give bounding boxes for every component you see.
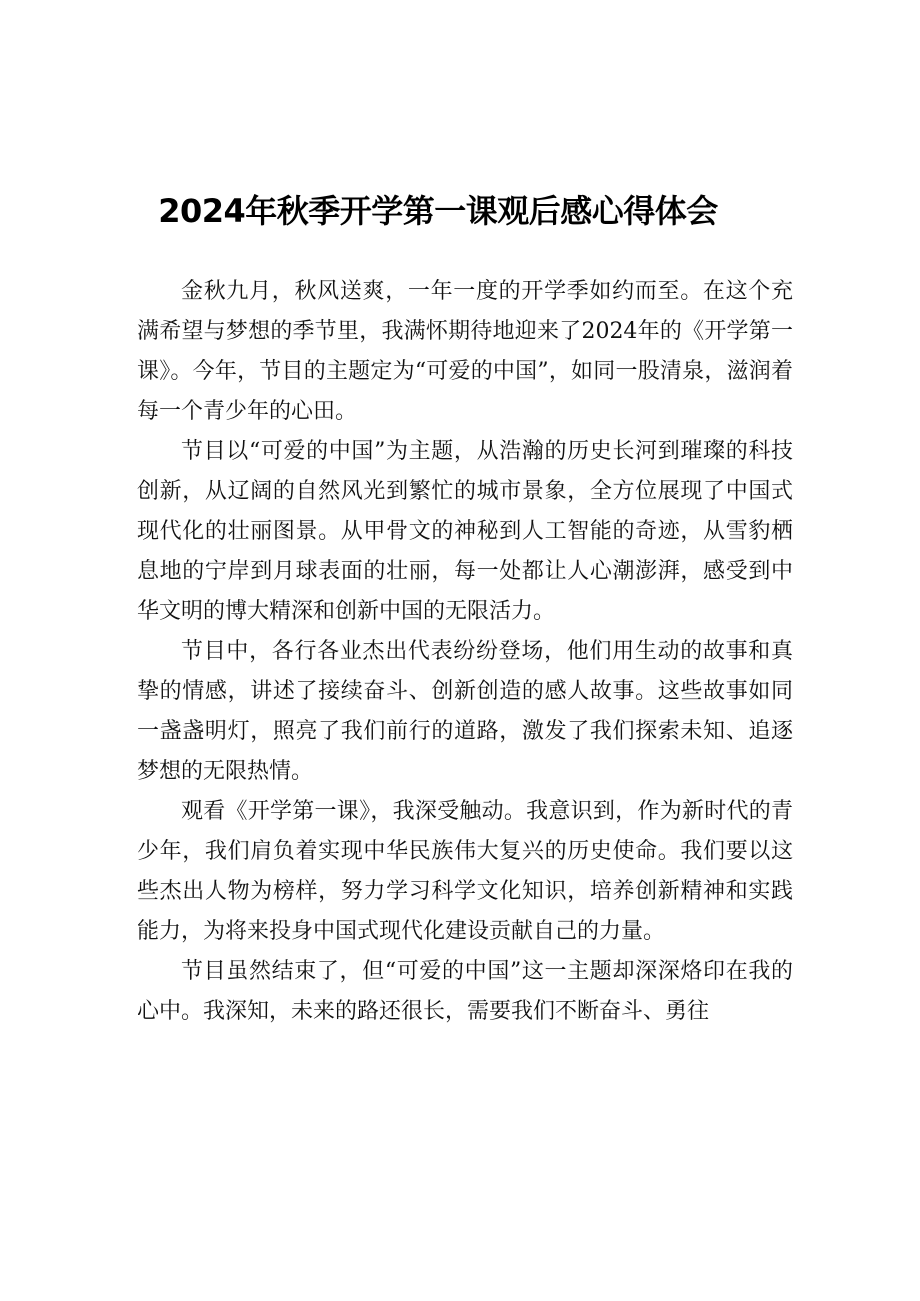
document-title: 2024年秋季开学第一课观后感心得体会 — [158, 192, 718, 231]
paragraph-1: 金秋九月，秋风送爽，一年一度的开学季如约而至。在这个充满希望与梦想的季节里，我满怀期待地迎来了2024年的《开学第一课》。今年，节目的主题定为“可爱的中国”，如同一股清泉，滋润着每一个青少年的心田。 — [137, 279, 793, 424]
document-body — [137, 272, 793, 1032]
paragraph-2: 节目以“可爱的中国”为主题，从浩瀚的历史长河到璀璨的科技创新，从辽阔的自然风光到繁忙的城市景象，全方位展现了中国式现代化的壮丽图景。从甲骨文的神秘到人工智能的奇迹，从雪豹栖息地的宁岸到月球表面的壮丽，每一处都让人心潮澎湃，感受到中华文明的博大精深和创新中国的无限活力。 — [137, 439, 793, 624]
paragraph-5: 节目虽然结束了，但“可爱的中国”这一主题却深深烙印在我的心中。我深知，未来的路还很长，需要我们不断奋斗、勇往 — [137, 959, 793, 1024]
paragraph-3: 节目中，各行各业杰出代表纷纷登场，他们用生动的故事和真挚的情感，讲述了接续奋斗、创新创造的感人故事。这些故事如同一盏盏明灯，照亮了我们前行的道路，激发了我们探索未知、追逐梦想的无限热情。 — [137, 639, 793, 784]
paragraph-4: 观看《开学第一课》，我深受触动。我意识到，作为新时代的青少年，我们肩负着实现中华民族伟大复兴的历史使命。我们要以这些杰出人物为榜样，努力学习科学文化知识，培养创新精神和实践能力，为将来投身中国式现代化建设贡献自己的力量。 — [137, 799, 793, 944]
